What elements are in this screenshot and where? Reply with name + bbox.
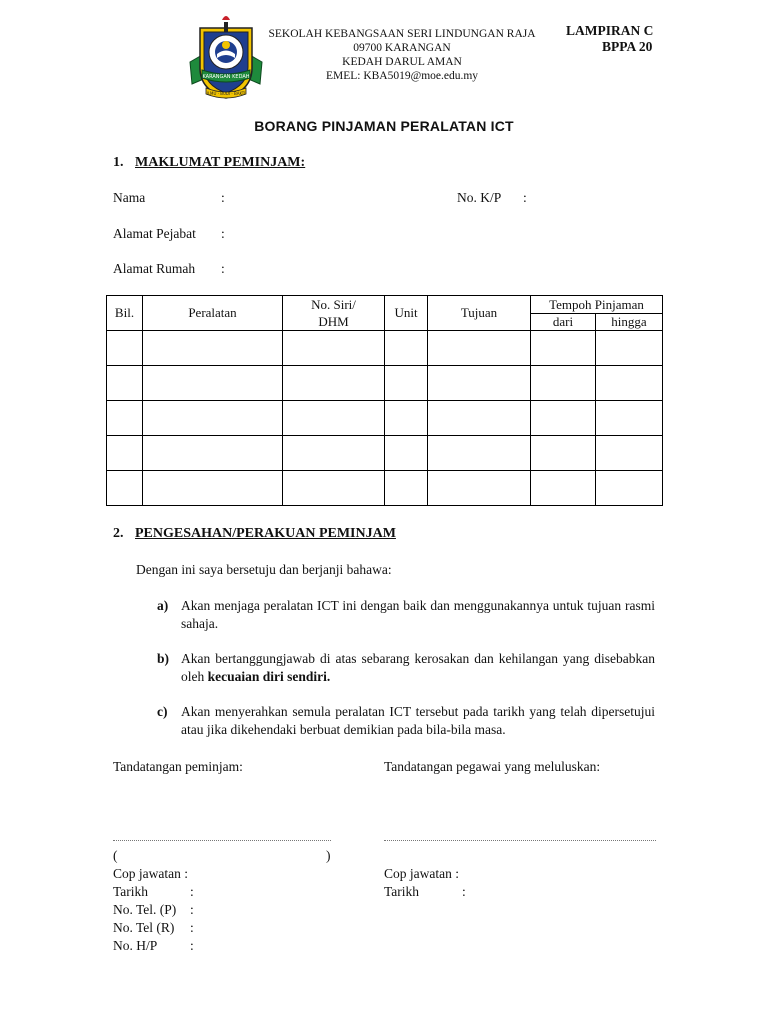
table-cell[interactable]: [107, 401, 143, 436]
school-name: SEKOLAH KEBANGSAAN SERI LINDUNGAN RAJA: [268, 28, 536, 40]
item-text: Akan menjaga peralatan ICT ini dengan baik dan menggunakannya untuk tujuan rasmi sahaja.: [181, 598, 655, 631]
table-cell[interactable]: [143, 401, 283, 436]
table-cell[interactable]: [531, 331, 596, 366]
table-cell[interactable]: [283, 436, 385, 471]
item-text-bold: kecuaian diri sendiri.: [207, 669, 331, 684]
school-email: EMEL: KBA5019@moe.edu.my: [325, 70, 479, 82]
name-paren-close: ): [326, 848, 331, 863]
field-alamat-pejabat-input[interactable]: [230, 224, 660, 242]
table-cell[interactable]: [531, 401, 596, 436]
table-cell[interactable]: [143, 331, 283, 366]
field-alamat-rumah-input[interactable]: [230, 259, 660, 277]
section2-number: 2.: [113, 526, 124, 541]
col-hingga: hingga: [596, 314, 663, 331]
section2-heading: [113, 526, 396, 542]
table-cell[interactable]: [107, 331, 143, 366]
table-cell[interactable]: [283, 401, 385, 436]
field-alamat-rumah-label: Alamat Rumah: [113, 261, 196, 276]
borrower-name-input[interactable]: [124, 847, 322, 865]
col-tempoh: Tempoh Pinjaman: [531, 296, 663, 314]
declaration-item-b: [157, 650, 655, 686]
left-hp-colon: :: [190, 938, 194, 953]
section1-title: MAKLUMAT PEMINJAM:: [135, 155, 306, 170]
table-cell[interactable]: [107, 436, 143, 471]
table-cell[interactable]: [385, 471, 428, 506]
right-tarikh-colon: :: [462, 884, 466, 899]
table-cell[interactable]: [385, 331, 428, 366]
field-alamat-pejabat-label: Alamat Pejabat: [113, 226, 196, 241]
col-no-siri-line1: No. Siri/: [311, 297, 356, 312]
left-tel-r-label: No. Tel (R): [113, 920, 175, 935]
item-text: [181, 650, 655, 686]
school-address: [262, 27, 542, 83]
table-cell[interactable]: [596, 366, 663, 401]
section1-heading: [113, 155, 305, 171]
col-dari: dari: [531, 314, 596, 331]
table-cell[interactable]: [531, 471, 596, 506]
table-row: [107, 401, 663, 436]
table-cell[interactable]: [107, 366, 143, 401]
section1-number: 1.: [113, 155, 124, 170]
equipment-table: [106, 295, 663, 506]
table-row: [107, 436, 663, 471]
school-postcode: 09700 KARANGAN: [353, 42, 451, 54]
left-tel-r-colon: :: [190, 920, 194, 935]
reference-code: [566, 23, 653, 55]
table-cell[interactable]: [428, 366, 531, 401]
table-cell[interactable]: [283, 471, 385, 506]
left-tel-p-label: No. Tel. (P): [113, 902, 177, 917]
table-cell[interactable]: [428, 331, 531, 366]
table-cell[interactable]: [283, 366, 385, 401]
item-label: c): [157, 704, 168, 719]
borrower-signature-area[interactable]: [113, 780, 333, 838]
table-cell[interactable]: [385, 436, 428, 471]
field-nokp-colon: :: [523, 190, 527, 205]
item-text-normal: Akan bertanggungjawab di atas sebarang kerosakan dan kehilangan yang disebabkan oleh: [181, 651, 655, 684]
field-alamat-rumah-colon: :: [221, 261, 225, 276]
col-no-siri-line2: DHM: [318, 314, 349, 329]
table-cell[interactable]: [531, 366, 596, 401]
left-tarikh-colon: :: [190, 884, 194, 899]
school-state: KEDAH DARUL AMAN: [342, 56, 462, 68]
col-tujuan: Tujuan: [428, 296, 531, 331]
table-row: [107, 366, 663, 401]
table-cell[interactable]: [428, 436, 531, 471]
officer-signature-line: [384, 840, 656, 841]
table-cell[interactable]: [596, 471, 663, 506]
officer-signature-area[interactable]: [384, 780, 656, 838]
left-tel-p-colon: :: [190, 902, 194, 917]
item-text: Akan menyerahkan semula peralatan ICT tersebut pada tarikh yang telah dipersetujui atau jika dikehendaki berbuat demikian pada bila-bila masa.: [181, 704, 655, 737]
name-paren-open: (: [113, 848, 118, 863]
right-cop-jawatan: Cop jawatan :: [384, 866, 459, 881]
borrower-signature-line: [113, 840, 331, 841]
declaration-item-a: [157, 597, 655, 633]
table-cell[interactable]: [428, 471, 531, 506]
left-hp-label: No. H/P: [113, 938, 158, 953]
col-peralatan: Peralatan: [143, 296, 283, 331]
left-cop-jawatan: Cop jawatan :: [113, 866, 188, 881]
table-cell[interactable]: [143, 436, 283, 471]
table-cell[interactable]: [385, 401, 428, 436]
table-cell[interactable]: [428, 401, 531, 436]
logo-motto-text: ILMU · BUDI · BAKTI: [206, 91, 246, 96]
col-no-siri: [283, 296, 385, 331]
table-cell[interactable]: [143, 471, 283, 506]
declaration-item-c: [157, 703, 655, 739]
table-cell[interactable]: [107, 471, 143, 506]
field-nokp-label: No. K/P: [457, 190, 502, 205]
school-logo: [186, 14, 266, 102]
item-label: a): [157, 598, 169, 613]
table-row: [107, 471, 663, 506]
table-cell[interactable]: [596, 436, 663, 471]
lampiran-label: LAMPIRAN C: [566, 23, 654, 38]
table-cell[interactable]: [531, 436, 596, 471]
table-cell[interactable]: [283, 331, 385, 366]
borrower-signature-label: Tandatangan peminjam:: [113, 759, 243, 774]
bppa-label: BPPA 20: [602, 39, 653, 54]
table-cell[interactable]: [596, 331, 663, 366]
item-label: b): [157, 651, 170, 666]
col-bil: Bil.: [107, 296, 143, 331]
table-cell[interactable]: [143, 366, 283, 401]
col-unit: Unit: [385, 296, 428, 331]
left-tarikh-label: Tarikh: [113, 884, 149, 899]
section2-title: PENGESAHAN/PERAKUAN PEMINJAM: [135, 526, 396, 541]
field-alamat-pejabat-colon: :: [221, 226, 225, 241]
declaration-intro: Dengan ini saya bersetuju dan berjanji bahawa:: [136, 562, 392, 577]
table-row: [107, 331, 663, 366]
officer-signature-label: Tandatangan pegawai yang meluluskan:: [384, 759, 601, 774]
field-nama-label: Nama: [113, 190, 146, 205]
right-tarikh-label: Tarikh: [384, 884, 420, 899]
form-title: BORANG PINJAMAN PERALATAN ICT: [254, 118, 514, 134]
table-cell[interactable]: [385, 366, 428, 401]
field-nokp-input[interactable]: [532, 188, 662, 206]
field-nama-colon: :: [221, 190, 225, 205]
field-nama-input[interactable]: [230, 188, 440, 206]
table-cell[interactable]: [596, 401, 663, 436]
logo-banner-text: KARANGAN KEDAH: [202, 74, 250, 80]
